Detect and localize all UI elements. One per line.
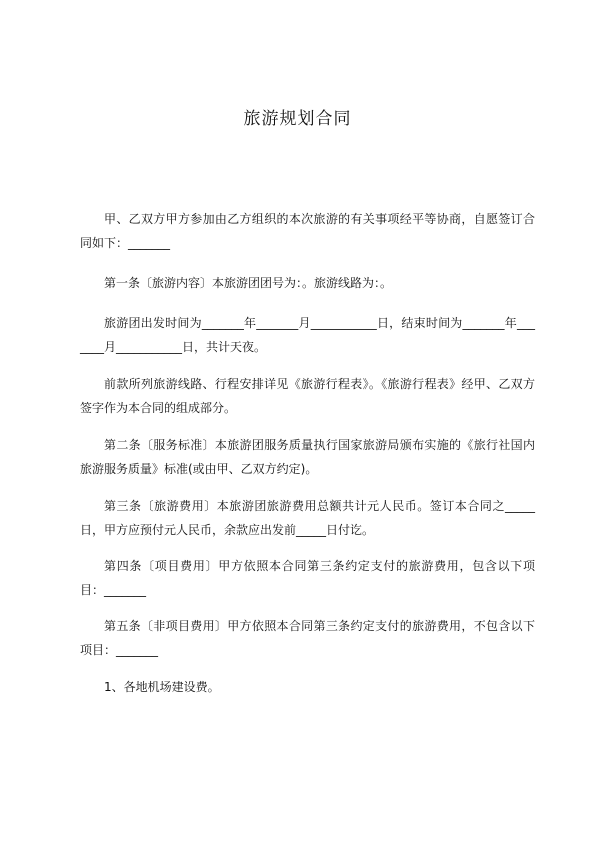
paragraph-article-2: 第二条〔服务标准〕本旅游团服务质量执行国家旅游局颁布实施的《旅行社国内旅游服务质量》标准(或由甲、乙双方约定)。 bbox=[80, 438, 535, 476]
paragraph-article-1: 第一条〔旅游内容〕本旅游团团号为：。旅游线路为：。 bbox=[104, 276, 393, 290]
document-title: 旅游规划合同 bbox=[243, 109, 352, 129]
paragraph-article-5: 第五条〔非项目费用〕甲方依照本合同第三条约定支付的旅游费用，不包含以下项目：_______ bbox=[80, 619, 535, 657]
paragraph-item-1: 1、各地机场建设费。 bbox=[104, 680, 220, 694]
paragraph-article-4: 第四条〔项目费用〕甲方依照本合同第三条约定支付的旅游费用，包含以下项目：_______ bbox=[80, 559, 535, 597]
paragraph-preamble: 甲、乙双方甲方参加由乙方组织的本次旅游的有关事项经平等协商，自愿签订合同如下：_______ bbox=[80, 212, 535, 250]
paragraph-article-3: 第三条〔旅游费用〕本旅游团旅游费用总额共计元人民币。签订本合同之_____日，甲方应预付元人民币，余款应出发前_____日付讫。 bbox=[80, 499, 535, 537]
paragraph-itinerary: 前款所列旅游线路、行程安排详见《旅游行程表》。《旅游行程表》经甲、乙双方签字作为本合同的组成部分。 bbox=[80, 377, 535, 415]
paragraph-departure-time: 旅游团出发时间为_______年_______月___________日，结束时间为_______年_______月___________日，共计天夜。 bbox=[80, 316, 535, 354]
